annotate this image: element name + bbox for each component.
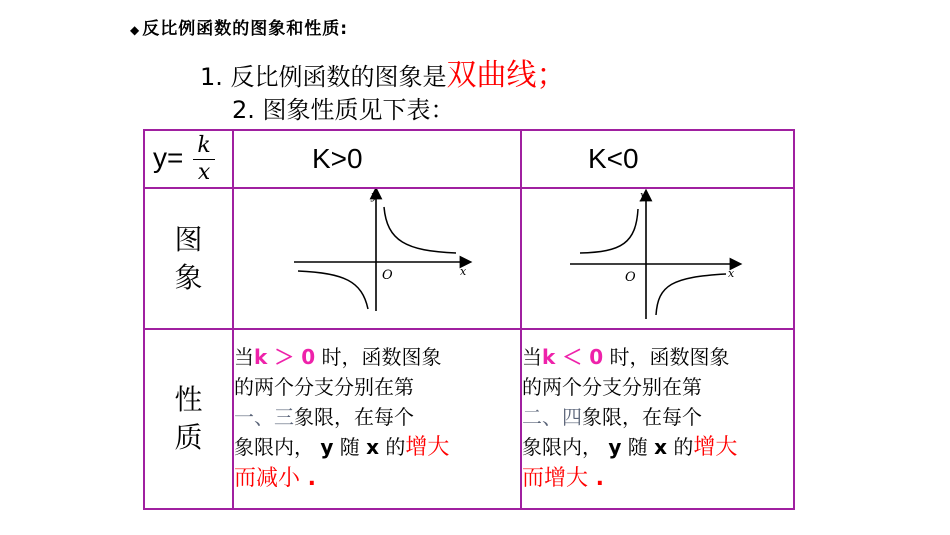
prop-pos-line-1 xyxy=(234,342,520,372)
prop-neg-line-4 xyxy=(522,432,793,463)
prop-text: 的 xyxy=(667,435,694,459)
graph-row-label xyxy=(144,188,233,329)
increases-result-text: 而增大 xyxy=(522,466,589,491)
hyperbola-positive-graph xyxy=(234,189,520,324)
point-1-text: 1. 反比例函数的图象是 xyxy=(200,63,447,91)
prop-pos-line-2: 的两个分支分别在第 xyxy=(234,375,414,399)
origin-label: O xyxy=(625,270,636,285)
branch-quadrant-1 xyxy=(384,207,456,253)
graph-row xyxy=(144,188,794,329)
prop-text: 象限内， xyxy=(522,435,609,459)
var-y: y xyxy=(320,435,334,459)
hyperbola-negative-graph xyxy=(522,189,793,324)
property-label-char-2: 质 xyxy=(174,421,203,454)
fraction-numerator: k xyxy=(193,133,214,160)
period: . xyxy=(588,466,605,491)
column-header-positive: K>0 xyxy=(233,130,521,188)
origin-label: O xyxy=(382,268,393,283)
graph-negative-cell xyxy=(521,188,794,329)
graph-label-char-1: 图 xyxy=(174,222,203,256)
point-1-highlight: 双曲线； xyxy=(446,58,567,93)
property-positive-cell xyxy=(233,329,521,509)
var-y: y xyxy=(608,435,622,459)
property-row xyxy=(144,329,794,509)
prop-text: 当 xyxy=(522,345,542,369)
formula-lhs: y= xyxy=(153,141,184,173)
graph-positive-cell xyxy=(233,188,521,329)
prop-neg-line-1 xyxy=(522,342,793,372)
prop-pos-line-4 xyxy=(234,432,520,463)
prop-neg-line-3 xyxy=(522,402,793,432)
period: . xyxy=(300,466,317,491)
quadrants-2-4: 二、四 xyxy=(522,405,582,429)
x-axis-label: x xyxy=(728,267,735,280)
branch-quadrant-2 xyxy=(580,209,638,253)
prop-text: 随 xyxy=(333,435,367,459)
prop-pos-line-3 xyxy=(234,402,520,432)
header-row xyxy=(144,130,794,188)
heading-colon: : xyxy=(340,19,349,39)
x-axis-label: x xyxy=(460,265,467,278)
decreases-text: 而减小 xyxy=(234,466,301,491)
prop-text: 时，函数图象 xyxy=(315,345,442,369)
prop-pos-line-5 xyxy=(234,463,520,494)
properties-table xyxy=(143,129,795,510)
property-label-char-1: 性 xyxy=(174,383,203,416)
prop-text: 象限，在每个 xyxy=(294,405,414,429)
graph-label-char-2: 象 xyxy=(174,260,203,294)
section-heading xyxy=(130,14,348,39)
prop-text: 随 xyxy=(621,435,655,459)
formula-fraction xyxy=(193,133,214,186)
prop-neg-line-2: 的两个分支分别在第 xyxy=(522,375,702,399)
y-axis-label: y xyxy=(640,189,647,202)
prop-text: 象限，在每个 xyxy=(582,405,702,429)
var-x: x xyxy=(366,435,380,459)
increases-text: 增大 xyxy=(693,435,738,460)
condition-k-positive: k ＞ 0 xyxy=(254,345,316,369)
column-header-negative: K<0 xyxy=(521,130,794,188)
prop-text: 的 xyxy=(379,435,406,459)
point-2: 2. 图象性质见下表： xyxy=(232,96,455,124)
property-negative-cell xyxy=(521,329,794,509)
y-axis-label: y xyxy=(371,189,378,202)
branch-quadrant-3 xyxy=(298,271,368,309)
var-x: x xyxy=(654,435,668,459)
point-1 xyxy=(200,50,567,94)
prop-text: 当 xyxy=(234,345,254,369)
heading-text: 反比例函数的图象和性质 xyxy=(142,19,341,39)
fraction-denominator: x xyxy=(197,159,211,185)
condition-k-negative: k ＜ 0 xyxy=(542,345,604,369)
branch-quadrant-4 xyxy=(656,274,726,315)
prop-text: 象限内， xyxy=(234,435,321,459)
increases-text: 增大 xyxy=(405,435,450,460)
diamond-bullet-icon: ◆ xyxy=(130,23,141,37)
formula-cell xyxy=(144,130,233,188)
prop-text: 时，函数图象 xyxy=(603,345,730,369)
property-row-label xyxy=(144,329,233,509)
quadrants-1-3: 一、三 xyxy=(234,405,294,429)
prop-neg-line-5 xyxy=(522,463,793,494)
